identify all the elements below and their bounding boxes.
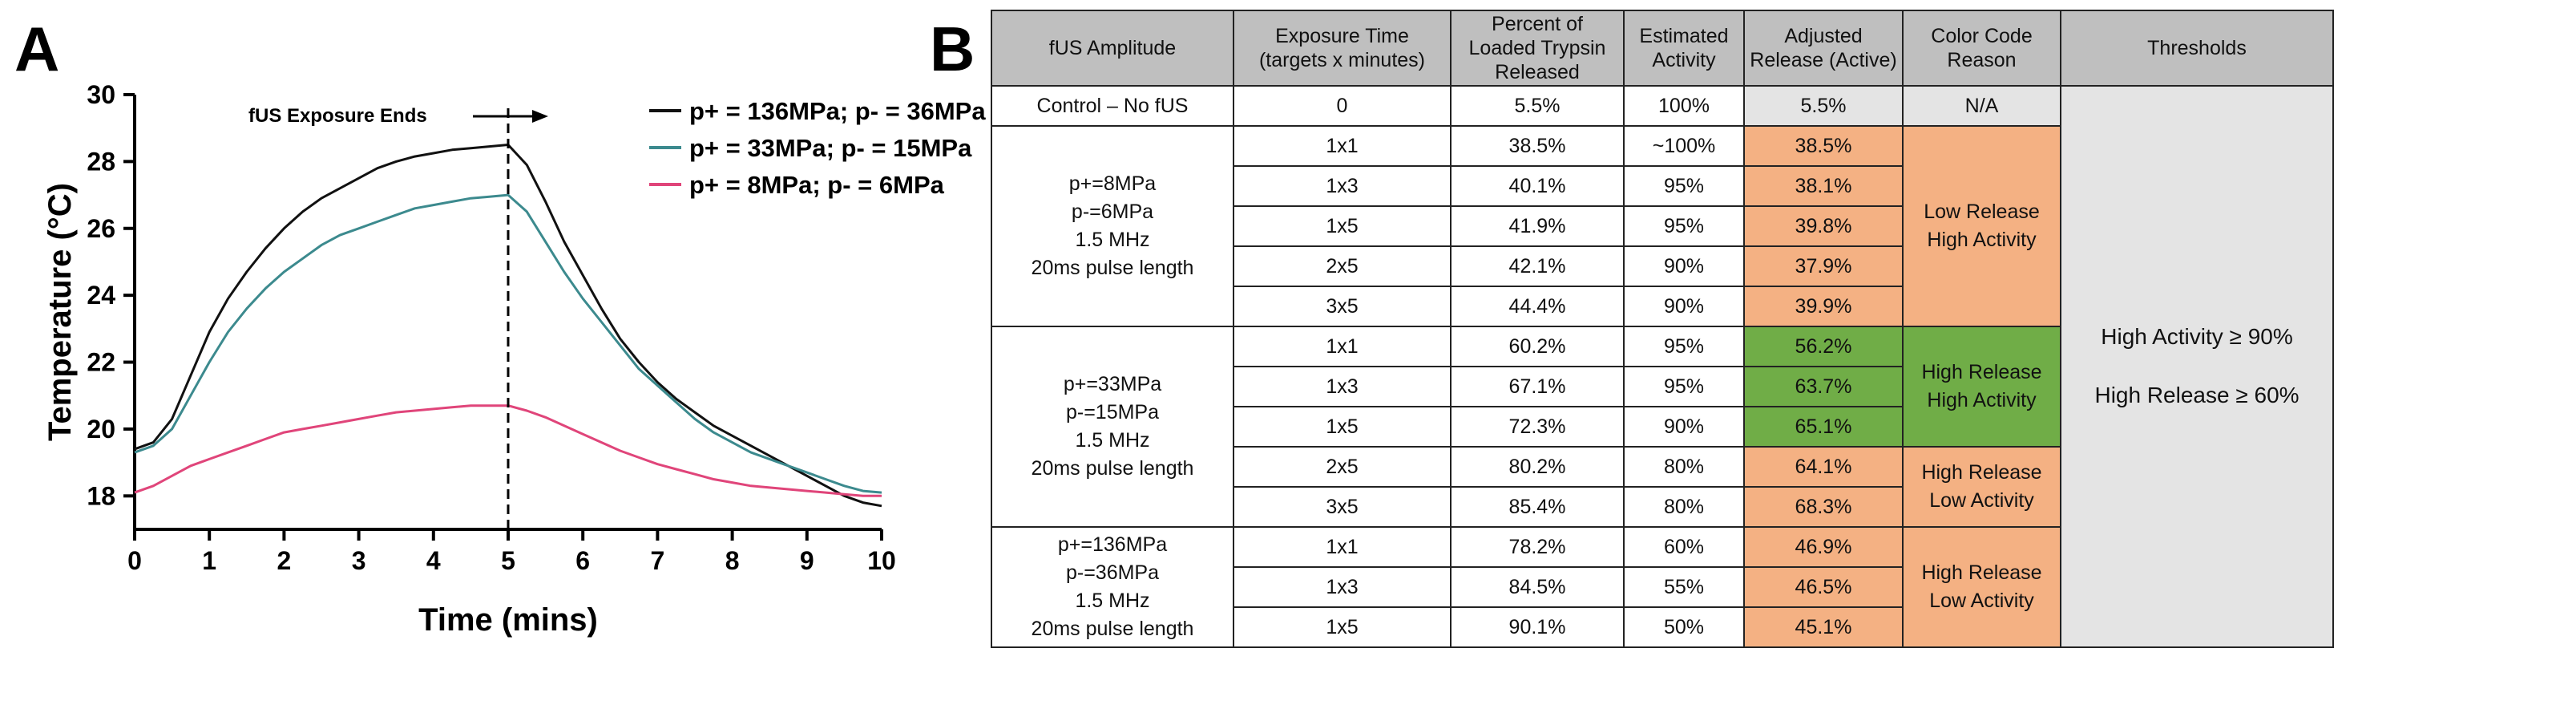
threshold-line: High Activity ≥ 90%	[2101, 324, 2293, 350]
exposure-cell: 1x3	[1233, 166, 1451, 206]
header-amplitude: fUS Amplitude	[991, 10, 1233, 86]
activity-cell: 95%	[1624, 166, 1744, 206]
reason-line: Low Activity	[1929, 489, 2034, 512]
exposure-cell: 1x1	[1233, 527, 1451, 567]
released-cell: 78.2%	[1451, 527, 1624, 567]
x-tick-label: 2	[277, 546, 292, 575]
header-activity: Estimated Activity	[1624, 10, 1744, 86]
activity-cell: 100%	[1624, 86, 1744, 126]
x-tick-label: 7	[650, 546, 665, 575]
released-cell: 41.9%	[1451, 206, 1624, 246]
header-adjusted-release: Adjusted Release (Active)	[1744, 10, 1903, 86]
x-tick-label: 10	[867, 546, 896, 575]
adjusted-cell: 45.1%	[1744, 607, 1903, 647]
exposure-cell: 1x3	[1233, 367, 1451, 407]
released-cell: 5.5%	[1451, 86, 1624, 126]
activity-cell: 90%	[1624, 407, 1744, 447]
panel-label-b: B	[930, 14, 975, 84]
adjusted-cell: 39.8%	[1744, 206, 1903, 246]
panel-label-a: A	[14, 14, 60, 84]
adjusted-cell: 56.2%	[1744, 326, 1903, 367]
exposure-cell: 1x1	[1233, 126, 1451, 166]
y-tick-label: 26	[87, 213, 115, 243]
amplitude-line: 20ms pulse length	[1031, 457, 1194, 480]
x-tick-label: 8	[725, 546, 740, 575]
amplitude-line: p+=33MPa	[1063, 373, 1162, 395]
panel-b	[991, 10, 2334, 648]
reason-line: High Activity	[1927, 229, 2037, 251]
activity-cell: 90%	[1624, 246, 1744, 286]
reason-line: Low Release	[1924, 201, 2040, 223]
y-tick-label: 24	[87, 281, 115, 310]
reason-line: High Release	[1921, 361, 2042, 383]
released-cell: 67.1%	[1451, 367, 1624, 407]
reason-line: High Release	[1921, 561, 2042, 584]
y-axis-label: Temperature (°C)	[42, 183, 78, 441]
legend-label: p+ = 33MPa; p- = 15MPa	[689, 134, 972, 162]
reason-cell	[1903, 447, 2061, 527]
adjusted-cell: 5.5%	[1744, 86, 1903, 126]
annotation-arrow-head	[532, 110, 548, 123]
amplitude-line: 20ms pulse length	[1031, 618, 1194, 640]
adjusted-cell: 65.1%	[1744, 407, 1903, 447]
amplitude-cell	[991, 326, 1233, 527]
header-color-reason: Color Code Reason	[1903, 10, 2061, 86]
released-cell: 72.3%	[1451, 407, 1624, 447]
panel-a	[0, 0, 986, 701]
adjusted-cell: 64.1%	[1744, 447, 1903, 487]
header-thresholds: Thresholds	[2061, 10, 2333, 86]
activity-cell: 95%	[1624, 326, 1744, 367]
amplitude-line: p-=6MPa	[1071, 201, 1154, 223]
x-tick-label: 3	[351, 546, 366, 575]
thresholds-cell	[2061, 86, 2333, 647]
released-cell: 38.5%	[1451, 126, 1624, 166]
activity-cell: 80%	[1624, 447, 1744, 487]
amplitude-cell: Control – No fUS	[991, 86, 1233, 126]
table-row	[991, 86, 2333, 126]
reason-cell	[1903, 326, 2061, 447]
amplitude-line: p-=36MPa	[1065, 561, 1160, 584]
adjusted-cell: 38.1%	[1744, 166, 1903, 206]
legend-label: p+ = 136MPa; p- = 36MPa	[689, 97, 986, 125]
exposure-cell: 1x5	[1233, 607, 1451, 647]
amplitude-line: 1.5 MHz	[1075, 590, 1150, 612]
amplitude-line: 20ms pulse length	[1031, 257, 1194, 279]
header-percent-released: Percent of Loaded Trypsin Released	[1451, 10, 1624, 86]
released-cell: 84.5%	[1451, 567, 1624, 607]
adjusted-cell: 46.9%	[1744, 527, 1903, 567]
amplitude-line: p+=8MPa	[1068, 172, 1157, 195]
y-tick-label: 28	[87, 147, 115, 176]
reason-cell	[1903, 527, 2061, 647]
adjusted-cell: 39.9%	[1744, 286, 1903, 326]
y-tick-label: 20	[87, 414, 115, 444]
exposure-end-annotation: fUS Exposure Ends	[248, 105, 427, 127]
reason-cell	[1903, 126, 2061, 326]
activity-cell: 95%	[1624, 367, 1744, 407]
temperature-chart	[0, 0, 986, 701]
exposure-cell: 1x1	[1233, 326, 1451, 367]
released-cell: 44.4%	[1451, 286, 1624, 326]
exposure-cell: 3x5	[1233, 286, 1451, 326]
legend-label: p+ = 8MPa; p- = 6MPa	[689, 171, 944, 199]
exposure-cell: 2x5	[1233, 246, 1451, 286]
x-tick-label: 9	[799, 546, 814, 575]
activity-cell: 60%	[1624, 527, 1744, 567]
header-exposure-time: Exposure Time (targets x minutes)	[1233, 10, 1451, 86]
reason-line: High Release	[1921, 461, 2042, 484]
x-tick-label: 4	[426, 546, 441, 575]
activity-cell: 55%	[1624, 567, 1744, 607]
amplitude-line: 1.5 MHz	[1075, 429, 1150, 452]
reason-cell: N/A	[1903, 86, 2061, 126]
activity-cell: 50%	[1624, 607, 1744, 647]
amplitude-cell	[991, 126, 1233, 326]
threshold-line: High Release ≥ 60%	[2094, 383, 2299, 407]
released-cell: 60.2%	[1451, 326, 1624, 367]
activity-cell: 80%	[1624, 487, 1744, 527]
exposure-cell: 1x5	[1233, 206, 1451, 246]
y-tick-label: 30	[87, 80, 115, 109]
adjusted-cell: 37.9%	[1744, 246, 1903, 286]
released-cell: 40.1%	[1451, 166, 1624, 206]
x-tick-label: 5	[501, 546, 515, 575]
y-tick-label: 18	[87, 481, 115, 511]
adjusted-cell: 63.7%	[1744, 367, 1903, 407]
x-tick-label: 0	[127, 546, 142, 575]
exposure-cell: 3x5	[1233, 487, 1451, 527]
adjusted-cell: 46.5%	[1744, 567, 1903, 607]
results-table	[991, 10, 2334, 648]
released-cell: 90.1%	[1451, 607, 1624, 647]
activity-cell: 90%	[1624, 286, 1744, 326]
x-tick-label: 6	[575, 546, 591, 575]
amplitude-line: p-=15MPa	[1065, 401, 1160, 423]
x-tick-label: 1	[202, 546, 217, 575]
y-tick-label: 22	[87, 347, 115, 377]
amplitude-line: p+=136MPa	[1057, 533, 1168, 556]
activity-cell: ~100%	[1624, 126, 1744, 166]
exposure-cell: 1x3	[1233, 567, 1451, 607]
amplitude-line: 1.5 MHz	[1075, 229, 1150, 251]
amplitude-cell	[991, 527, 1233, 647]
exposure-cell: 0	[1233, 86, 1451, 126]
activity-cell: 95%	[1624, 206, 1744, 246]
adjusted-cell: 68.3%	[1744, 487, 1903, 527]
released-cell: 80.2%	[1451, 447, 1624, 487]
table-header-row	[991, 10, 2333, 86]
adjusted-cell: 38.5%	[1744, 126, 1903, 166]
table-body	[991, 86, 2333, 647]
exposure-cell: 1x5	[1233, 407, 1451, 447]
x-axis-label: Time (mins)	[418, 602, 598, 638]
exposure-cell: 2x5	[1233, 447, 1451, 487]
reason-line: Low Activity	[1929, 590, 2034, 612]
reason-line: High Activity	[1927, 389, 2037, 411]
released-cell: 42.1%	[1451, 246, 1624, 286]
released-cell: 85.4%	[1451, 487, 1624, 527]
